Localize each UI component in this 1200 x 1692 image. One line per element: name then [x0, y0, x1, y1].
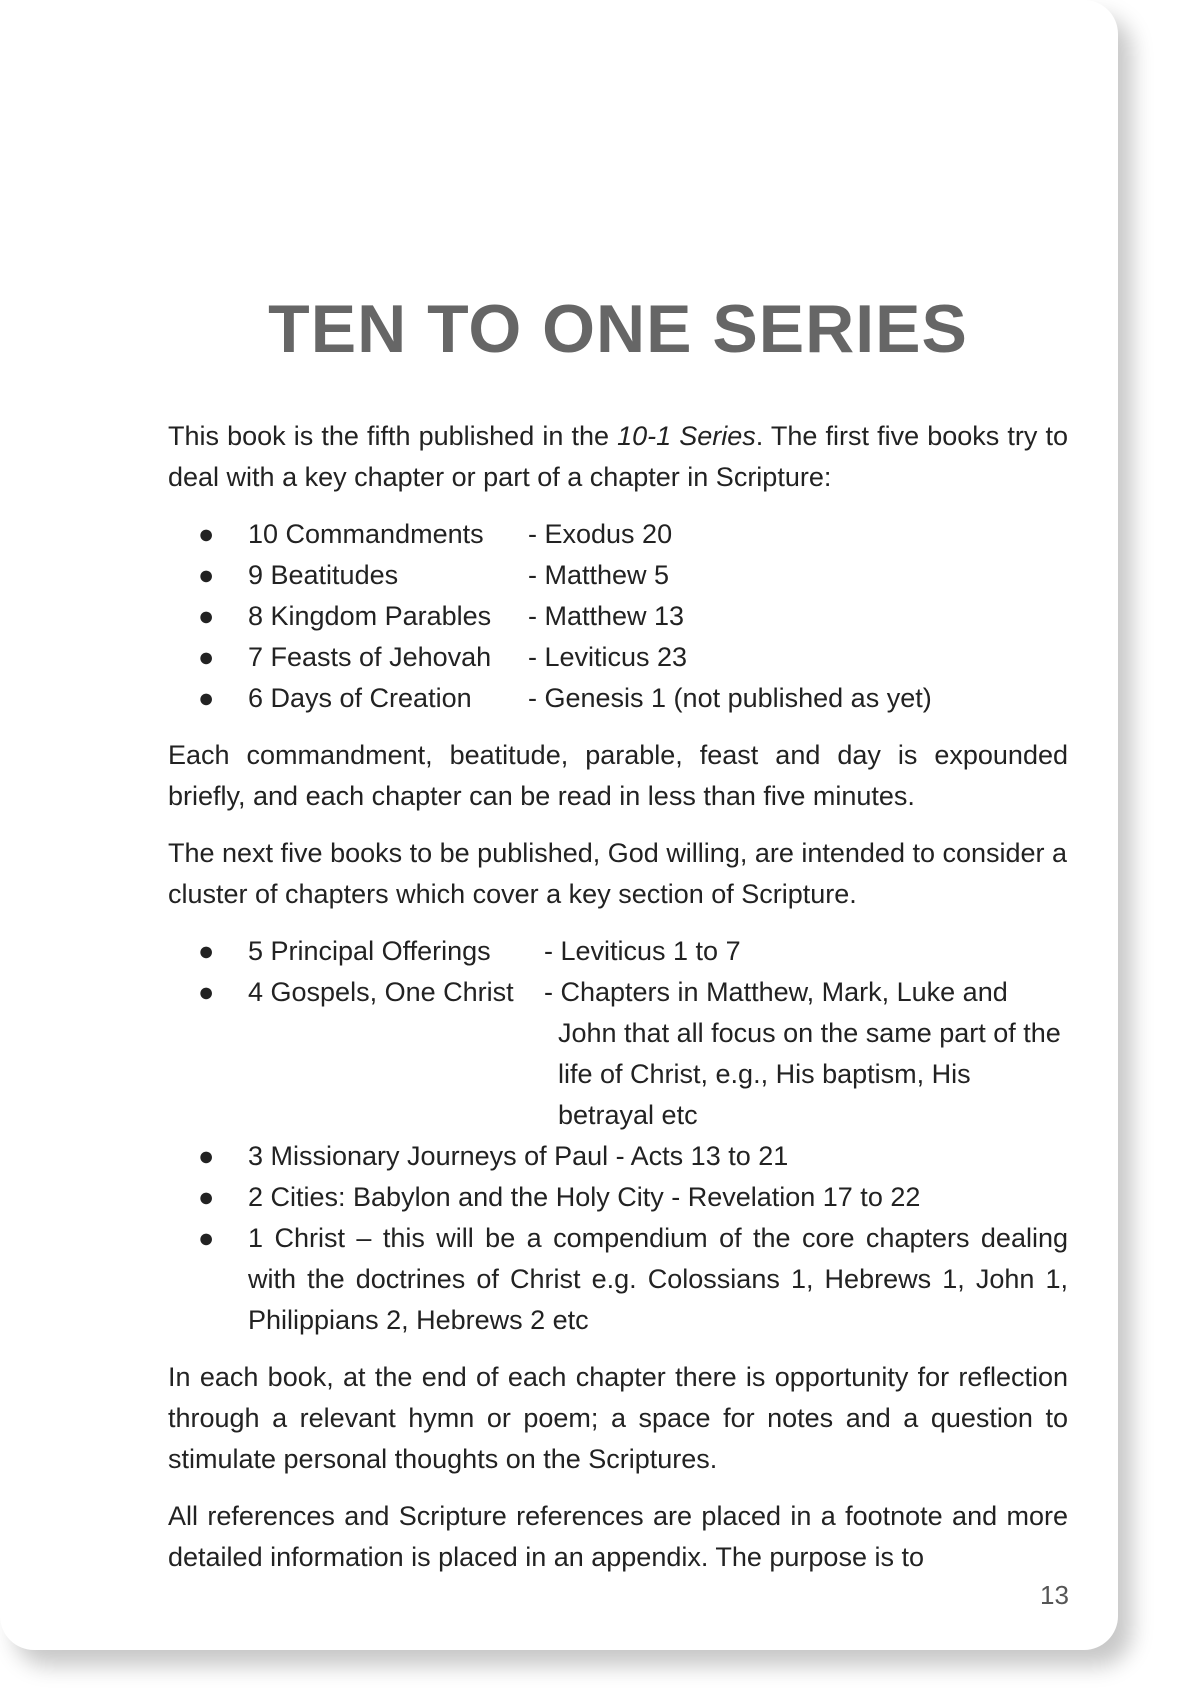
reflection-paragraph: In each book, at the end of each chapter there is opportunity for reflection through a relevant hymn or poem; a space for notes and a question to stimulate personal thoughts on the Scriptures.	[168, 1362, 1068, 1474]
book-entry: 1 Christ – this will be a compendium of the core chapters dealing with the doctrines of Christ e.g. Colossians 1, Hebrews 1, John 1, Philippians 2, Hebrews 2 etc	[248, 1223, 1068, 1335]
book-entry: 2 Cities: Babylon and the Holy City - Revelation 17 to 22	[248, 1182, 921, 1212]
book-reference: - Genesis 1 (not published as yet)	[528, 683, 932, 713]
bullet-icon: ●	[198, 560, 215, 590]
bullet-icon: ●	[198, 683, 215, 713]
intro-after: . The first five books try to deal with a key chapter or part of a chapter in Scripture:	[168, 421, 1068, 492]
description-paragraph: Each commandment, beatitude, parable, feast and day is expounded briefly, and each chapter can be read in less than five minutes.	[168, 740, 1068, 811]
book-name: 8 Kingdom Parables	[248, 601, 492, 631]
book-name: 7 Feasts of Jehovah	[248, 642, 492, 672]
book-reference: - Matthew 13	[528, 601, 685, 631]
body-text	[168, 416, 1068, 1594]
book-reference: - Matthew 5	[528, 560, 670, 590]
series-name: 10-1 Series	[617, 421, 756, 451]
book-reference-continued: John that all focus on the same part of the life of Christ, e.g., His baptism, His betrayal etc	[558, 1018, 1061, 1130]
intro-paragraph	[168, 416, 1068, 498]
book-name: 4 Gospels, One Christ	[248, 977, 514, 1007]
bullet-icon: ●	[198, 642, 215, 672]
book-name: 6 Days of Creation	[248, 683, 472, 713]
bullet-icon: ●	[198, 519, 215, 549]
references-paragraph: All references and Scripture references are placed in a footnote and more detailed information is placed in an appendix. The purpose is to	[168, 1501, 1068, 1572]
page-title: TEN TO ONE SERIES	[268, 291, 968, 367]
bullet-icon: ●	[198, 1223, 215, 1253]
list-item	[168, 931, 1068, 972]
list-item	[168, 514, 1068, 555]
list-item	[168, 555, 1068, 596]
list-item	[168, 972, 1068, 1136]
list-item	[168, 596, 1068, 637]
book-name: 9 Beatitudes	[248, 560, 399, 590]
second-series-list	[168, 931, 1068, 1341]
book-reference: - Leviticus 23	[528, 642, 688, 672]
intro-before: This book is the fifth published in the	[168, 421, 618, 451]
book-name: 5 Principal Offerings	[248, 936, 491, 966]
book-entry: 3 Missionary Journeys of Paul - Acts 13 to 21	[248, 1141, 789, 1171]
list-item	[168, 1136, 1068, 1177]
list-item	[168, 1218, 1068, 1341]
list-item	[168, 678, 1068, 719]
list-item	[168, 1177, 1068, 1218]
bullet-icon: ●	[198, 601, 215, 631]
bullet-icon: ●	[198, 977, 215, 1007]
bullet-icon: ●	[198, 1141, 215, 1171]
list-item	[168, 637, 1068, 678]
book-reference: - Chapters in Matthew, Mark, Luke and	[544, 977, 1008, 1007]
book-reference: - Leviticus 1 to 7	[544, 936, 741, 966]
page-number: 13	[1040, 1580, 1069, 1610]
next-books-paragraph: The next five books to be published, God willing, are intended to consider a cluster of chapters which cover a key section of Scripture.	[168, 838, 1068, 909]
book-name: 10 Commandments	[248, 519, 484, 549]
bullet-icon: ●	[198, 1182, 215, 1212]
bullet-icon: ●	[198, 936, 215, 966]
book-reference: - Exodus 20	[528, 519, 673, 549]
first-series-list	[168, 514, 1068, 719]
